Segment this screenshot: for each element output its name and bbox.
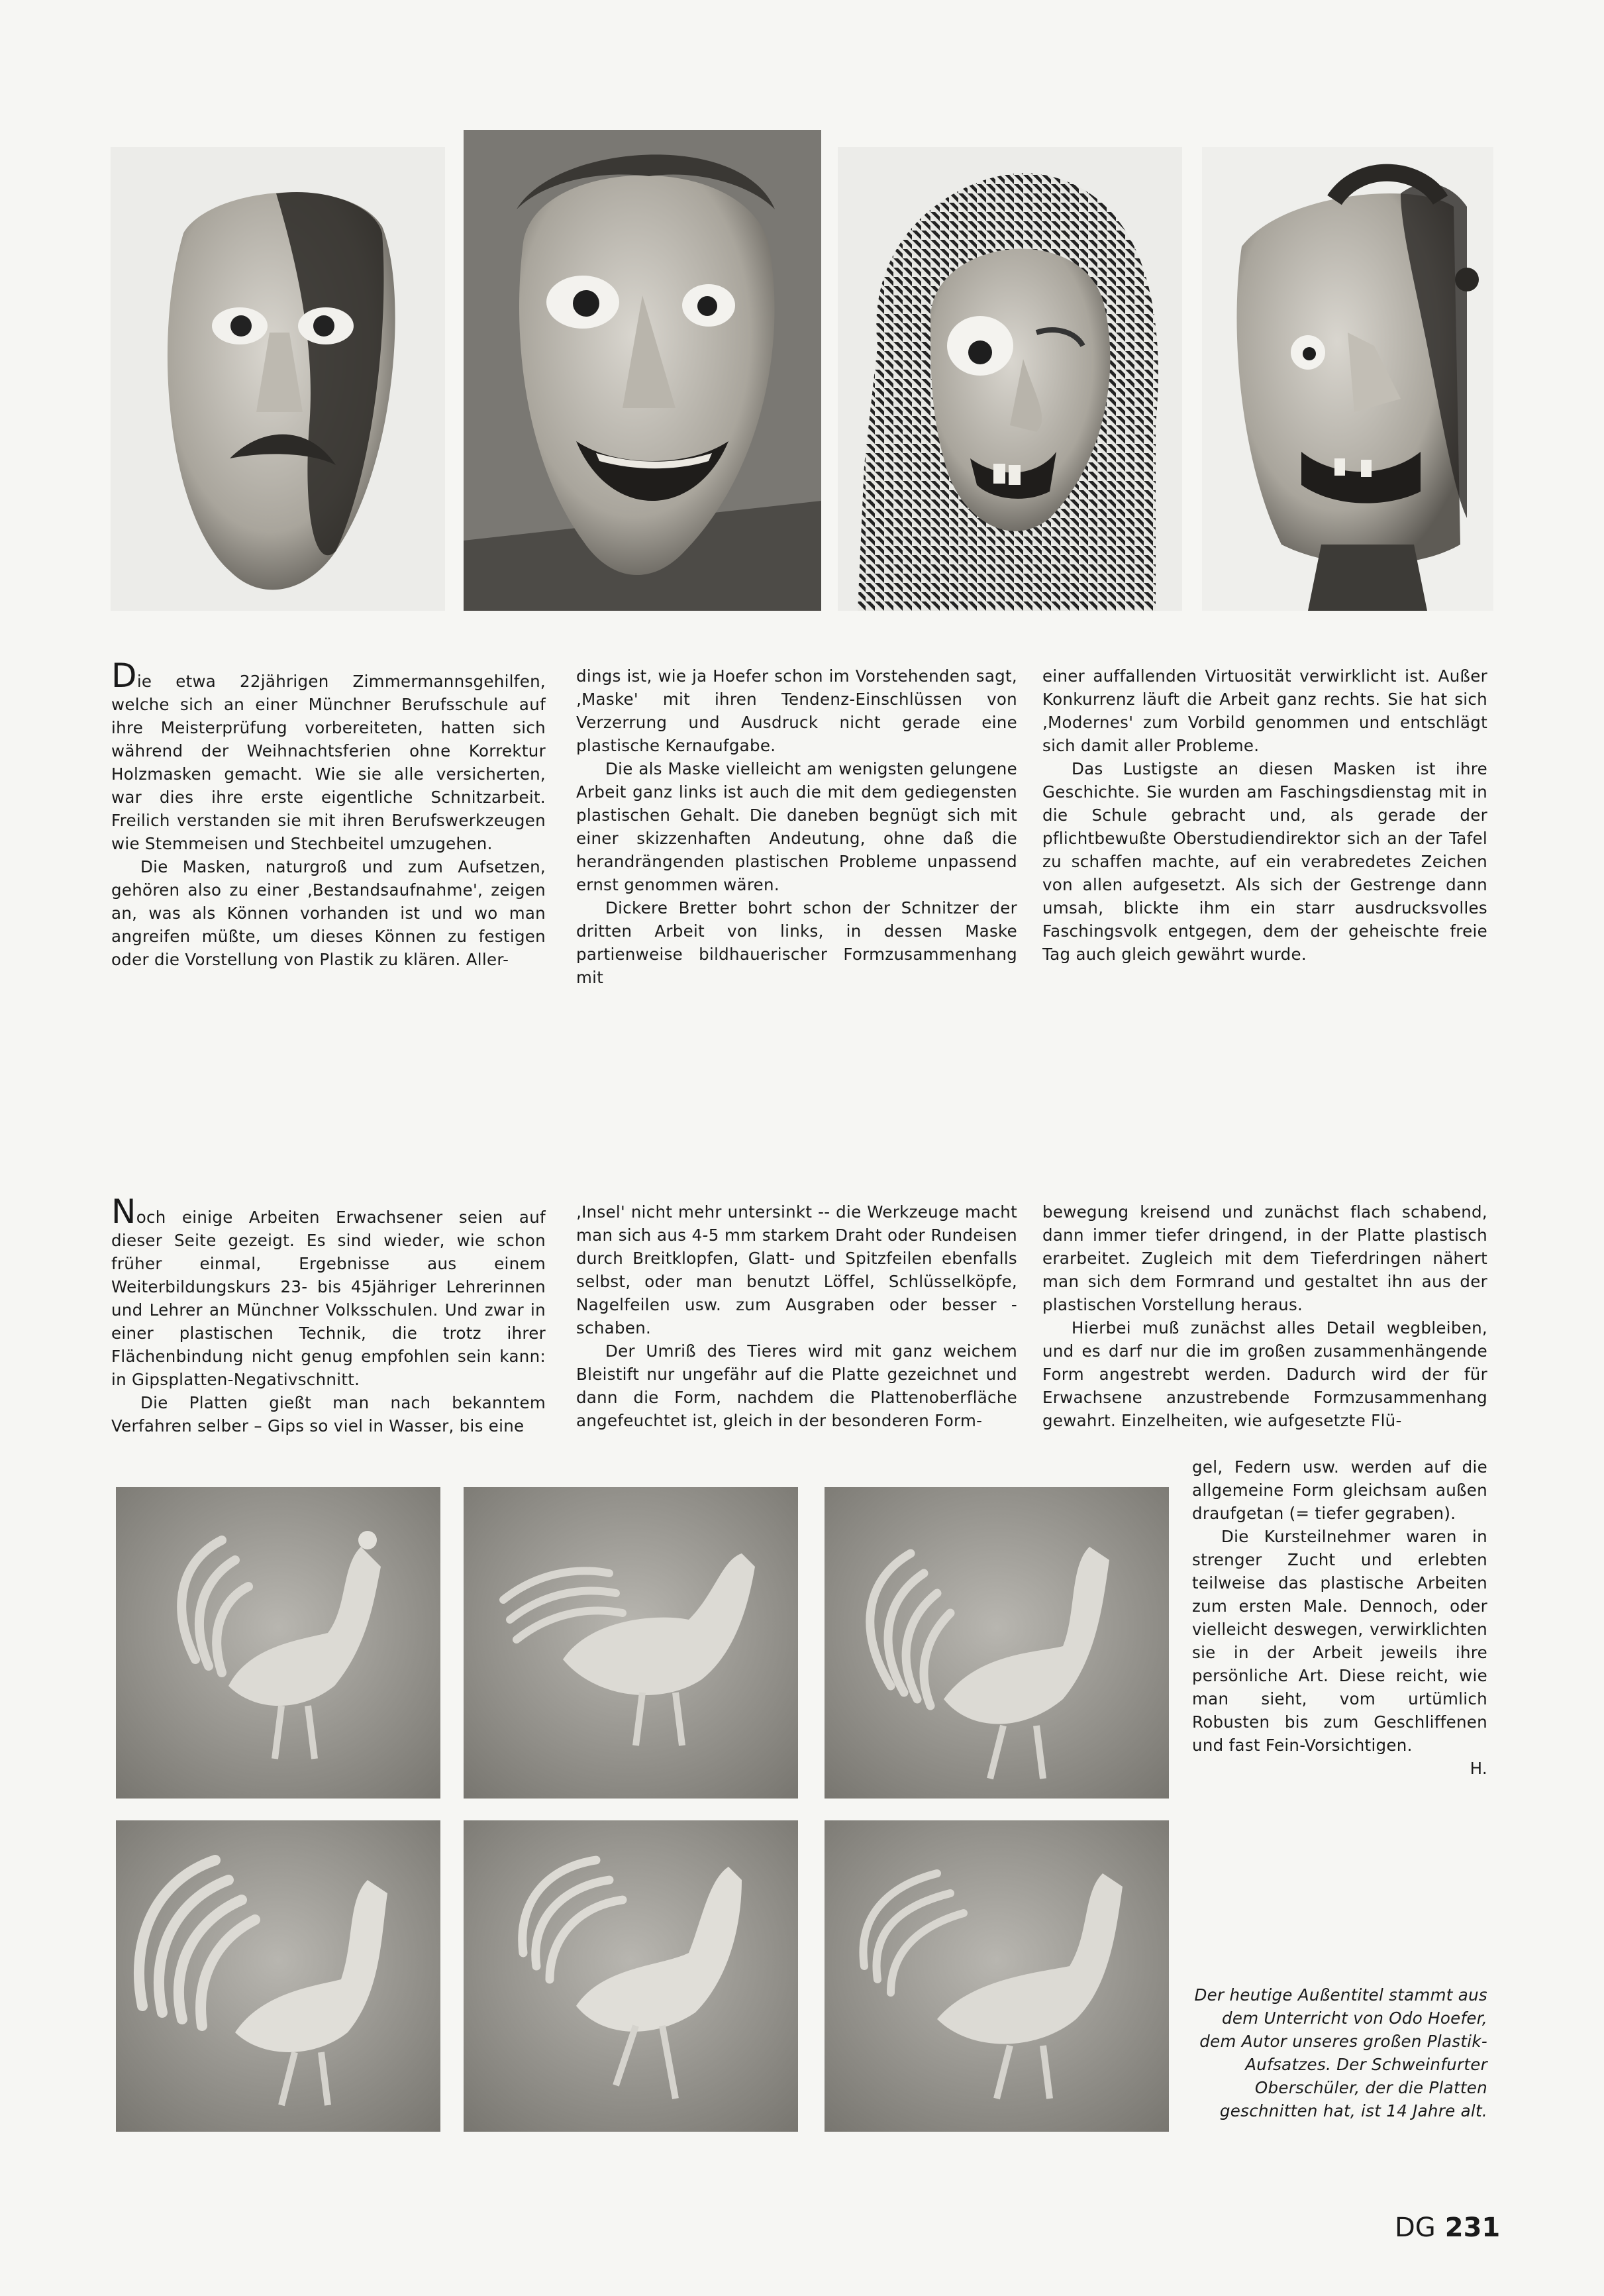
rooster-plate-5-image xyxy=(464,1820,798,2132)
section1-column-3 xyxy=(1042,664,1487,966)
paragraph: Hierbei muß zunächst alles Detail wegbleiben, und es darf nur die im großen zusammenhängende Form angestrebt werden. Dadurch wird der für Erwachsene anzustrebende Formzusammenhang gewahrt. Einzelheiten, wie aufgesetzte Flü- xyxy=(1042,1318,1487,1430)
paragraph: gel, Federn usw. werden auf die allgemeine Form gleichsam außen draufgetan (= tiefer gegraben). xyxy=(1192,1457,1487,1523)
paragraph: einer auffallenden Virtuosität verwirklicht ist. Außer Konkurrenz läuft die Arbeit ganz rechts. Sie hat sich ‚Modernes' zum Vorbild genommen und entschlägt sich damit aller Probleme. xyxy=(1042,666,1487,755)
mask-photo-2 xyxy=(464,130,821,611)
mask-photo-4 xyxy=(1202,147,1493,611)
mask-photo-3 xyxy=(838,147,1182,611)
paragraph: ‚Insel' nicht mehr untersinkt -- die Werkzeuge macht man sich aus 4-5 mm starkem Draht oder Rundeisen durch Breitklopfen, Glatt- und Spitzfeilen ebenfalls selbst, oder man benutzt Löffel, Schlüsselköpfe, Nagelfeilen usw. zum Ausgraben oder besser -schaben. xyxy=(576,1202,1017,1337)
cover-caption: Der heutige Außentitel stammt aus dem Unterricht von Odo Hoefer, dem Autor unseres großen Plastik-Aufsatzes. Der Schweinfurter Oberschüler, der die Platten geschnitten hat, ist 14 Jahre alt. xyxy=(1194,1985,1487,2120)
page-number xyxy=(1395,2213,1500,2243)
rooster-plate-1-image xyxy=(116,1487,440,1799)
section2-narrow-column xyxy=(1192,1455,1487,1780)
mask-photo-3-image xyxy=(838,147,1182,611)
rooster-plate-5 xyxy=(464,1820,798,2132)
paragraph: Die Masken, naturgroß und zum Aufsetzen, gehören also zu einer ‚Bestandsaufnahme', zeigen an, was als Können vorhanden ist und wo man angreifen müßte, um dieses Können zu festigen oder die Vorstellung von Plastik zu klären. Aller- xyxy=(111,857,546,969)
section1-column-1 xyxy=(111,656,546,971)
page-number-value: 231 xyxy=(1444,2213,1501,2243)
mask-photo-2-image xyxy=(464,130,821,611)
section2-column-3 xyxy=(1042,1200,1487,1432)
section2-column-2 xyxy=(576,1200,1017,1432)
drop-initial: N xyxy=(111,1192,136,1231)
rooster-plate-2 xyxy=(464,1487,798,1799)
rooster-plate-3 xyxy=(825,1487,1169,1799)
paragraph: bewegung kreisend und zunächst flach schabend, dann immer tiefer dringend, in der Platte plastisch erarbeitet. Zugleich mit dem Tieferdringen nähert man sich dem Formrand und gestaltet ihn aus der plastischen Vorstellung heraus. xyxy=(1042,1202,1487,1314)
rooster-plate-6 xyxy=(825,1820,1169,2132)
paragraph: Die als Maske vielleicht am wenigsten gelungene Arbeit ganz links ist auch die mit dem gediegensten plastischen Gehalt. Die daneben begnügt sich mit einer skizzenhaften Andeutung, ohne daß die herandrängenden plastischen Probleme unpassend ernst genommen wären. xyxy=(576,759,1017,894)
mask-photo-1-image xyxy=(111,147,445,611)
paragraph: och einige Arbeiten Erwachsener seien auf dieser Seite gezeigt. Es sind wieder, wie schon früher einmal, Ergebnisse aus einem Weiterbildungskurs 23- bis 45jähriger Lehrerinnen und Lehrer an Münchner Volksschulen. Und zwar in einer plastischen Technik, die trotz ihrer Flächenbindung nicht genug empfohlen sein kann: in Gipsplatten-Negativschnitt. xyxy=(111,1208,546,1389)
page-label: DG xyxy=(1395,2213,1436,2243)
author-signature: H. xyxy=(1470,1759,1487,1778)
section1-column-2 xyxy=(576,664,1017,989)
rooster-plate-6-image xyxy=(825,1820,1169,2132)
mask-photo-4-image xyxy=(1202,147,1493,611)
rooster-plate-4 xyxy=(116,1820,440,2132)
paragraph: Die Platten gießt man nach bekanntem Verfahren selber – Gips so viel in Wasser, bis eine xyxy=(111,1393,546,1435)
paragraph: Dickere Bretter bohrt schon der Schnitzer der dritten Arbeit von links, in dessen Maske partienweise bildhauerischer Formzusammenhang mit xyxy=(576,898,1017,987)
rooster-plate-3-image xyxy=(825,1487,1169,1799)
paragraph: dings ist, wie ja Hoefer schon im Vorstehenden sagt, ‚Maske' mit ihren Tendenz-Einschlüssen von Verzerrung und Ausdruck nicht gerade eine plastische Kernaufgabe. xyxy=(576,666,1017,755)
paragraph: Die Kursteilnehmer waren in strenger Zucht und erlebten teilweise das plastische Arbeiten zum ersten Male. Dennoch, oder vielleicht deswegen, verwirklichten sie in der Arbeit jeweils ihre persönliche Art. Diese reicht, wie man sieht, vom urtümlich Robusten bis zum Geschliffenen und fast Fein-Vorsichtigen. xyxy=(1192,1527,1487,1755)
rooster-plate-4-image xyxy=(116,1820,440,2132)
rooster-plate-2-image xyxy=(464,1487,798,1799)
paragraph: ie etwa 22jährigen Zimmermannsgehilfen, welche sich an einer Münchner Berufsschule auf ihre Meisterprüfung vorbereiteten, hatten sich während der Weihnachtsferien ohne Korrektur Holzmasken gemacht. Wie sie alle versicherten, war dies ihre erste eigentliche Schnitzarbeit. Freilich verstanden sie mit ihren Berufswerkzeugen wie Stemmeisen und Stechbeitel umzugehen. xyxy=(111,672,546,853)
rooster-plate-1 xyxy=(116,1487,440,1799)
paragraph: Der Umriß des Tieres wird mit ganz weichem Bleistift nur ungefähr auf die Platte gezeichnet und dann die Form, nachdem die Plattenoberfläche angefeuchtet ist, gleich in der besonderen Form- xyxy=(576,1341,1017,1430)
paragraph: Das Lustigste an diesen Masken ist ihre Geschichte. Sie wurden am Faschingsdienstag mit in die Schule gebracht und, als gerade der pflichtbewußte Oberstudiendirektor sich an der Tafel zu schaffen machte, auf ein verabredetes Zeichen von allen aufgesetzt. Als sich der Gestrenge dann umsah, blickte ihm ein starr ausdrucksvolles Faschingsvolk entgegen, dem der geheischte freie Tag auch gleich gewährt wurde. xyxy=(1042,759,1487,964)
section2-column-1 xyxy=(111,1192,546,1437)
mask-photo-1 xyxy=(111,147,445,611)
drop-initial: D xyxy=(111,656,137,695)
